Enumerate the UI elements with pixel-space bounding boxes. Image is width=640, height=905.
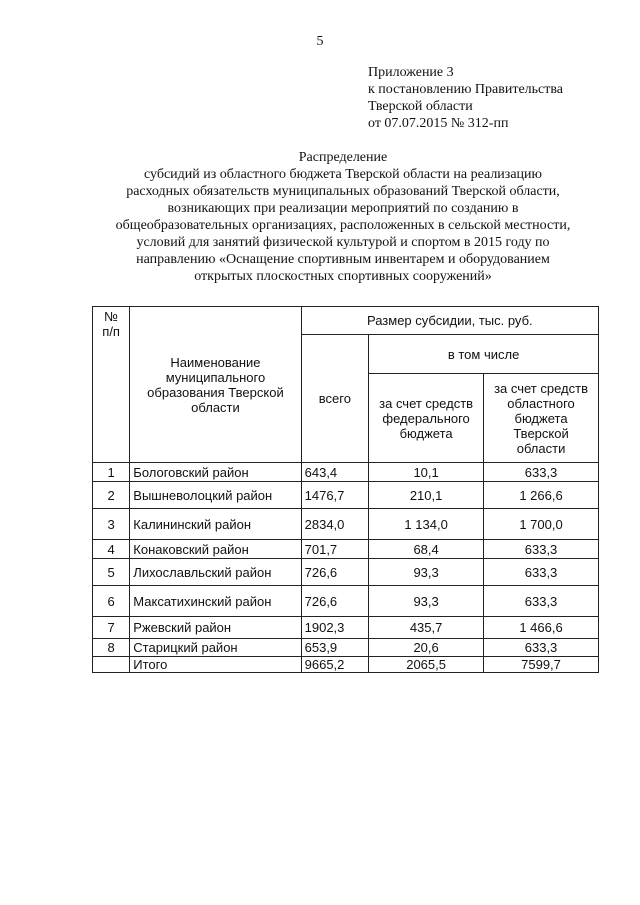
row-municipality: Вышневолоцкий район xyxy=(130,482,301,509)
header-name-line: Наименование xyxy=(170,354,261,370)
heading-line: расходных обязательств муниципальных образований Тверской области, xyxy=(126,184,560,199)
total-federal: 2065,5 xyxy=(369,657,484,673)
row-total: 643,4 xyxy=(301,463,369,482)
header-name-line: области xyxy=(191,399,240,415)
row-number: 1 xyxy=(93,463,130,482)
row-total: 1902,3 xyxy=(301,617,369,639)
row-regional: 633,3 xyxy=(484,463,599,482)
header-regional-line: Тверской xyxy=(513,425,569,441)
page-number: 5 xyxy=(316,34,324,49)
header-regional xyxy=(484,374,599,463)
row-number: 5 xyxy=(93,559,130,586)
table-row xyxy=(93,559,599,586)
row-federal: 10,1 xyxy=(369,463,484,482)
row-federal: 68,4 xyxy=(369,540,484,559)
table-row xyxy=(93,509,599,540)
header-regional-line: областного xyxy=(507,395,575,411)
table-row xyxy=(93,617,599,639)
row-total: 2834,0 xyxy=(301,509,369,540)
row-federal: 1 134,0 xyxy=(369,509,484,540)
row-municipality: Ржевский район xyxy=(130,617,301,639)
row-number: 7 xyxy=(93,617,130,639)
table-row xyxy=(93,639,599,657)
heading-line: возникающих при реализации мероприятий по созданию в xyxy=(167,201,519,216)
document-title: Распределение xyxy=(298,150,388,165)
header-name-line: образования Тверской xyxy=(147,384,284,400)
row-municipality: Старицкий район xyxy=(130,639,301,657)
row-federal: 210,1 xyxy=(369,482,484,509)
row-regional: 1 466,6 xyxy=(484,617,599,639)
row-number: 2 xyxy=(93,482,130,509)
table-row xyxy=(93,586,599,617)
total-label: Итого xyxy=(130,657,301,673)
header-including: в том числе xyxy=(369,335,599,374)
row-total: 726,6 xyxy=(301,586,369,617)
header-federal xyxy=(369,374,484,463)
total-row-number xyxy=(93,657,130,673)
heading-line: общеобразовательных организациях, расположенных в сельской местности, xyxy=(115,218,571,233)
subsidy-table xyxy=(92,306,599,673)
appendix-block xyxy=(368,64,563,132)
row-federal: 20,6 xyxy=(369,639,484,657)
appendix-line: от 07.07.2015 № 312-пп xyxy=(368,116,509,131)
row-regional: 633,3 xyxy=(484,639,599,657)
total-regional: 7599,7 xyxy=(484,657,599,673)
row-number: 8 xyxy=(93,639,130,657)
row-regional: 633,3 xyxy=(484,540,599,559)
table-row xyxy=(93,463,599,482)
row-regional: 1 700,0 xyxy=(484,509,599,540)
row-total: 1476,7 xyxy=(301,482,369,509)
appendix-line: Тверской области xyxy=(368,99,473,114)
row-regional: 633,3 xyxy=(484,559,599,586)
row-total: 653,9 xyxy=(301,639,369,657)
header-subsidy-size: Размер субсидии, тыс. руб. xyxy=(301,307,598,335)
row-regional: 633,3 xyxy=(484,586,599,617)
row-federal: 93,3 xyxy=(369,559,484,586)
row-total: 701,7 xyxy=(301,540,369,559)
row-municipality: Лихославльский район xyxy=(130,559,301,586)
document-heading xyxy=(60,149,626,285)
row-federal: 93,3 xyxy=(369,586,484,617)
row-number: 4 xyxy=(93,540,130,559)
header-federal-line: за счет средств xyxy=(379,395,474,411)
table-header-row xyxy=(93,307,599,335)
heading-line: условий для занятий физической культурой и спортом в 2015 году по xyxy=(136,235,550,250)
row-municipality: Максатихинский район xyxy=(130,586,301,617)
row-federal: 435,7 xyxy=(369,617,484,639)
row-number: 6 xyxy=(93,586,130,617)
table-row xyxy=(93,482,599,509)
heading-line: направлению «Оснащение спортивным инвентарем и оборудованием xyxy=(136,252,550,267)
heading-line: открытых плоскостных спортивных сооружений» xyxy=(194,269,492,284)
header-federal-line: бюджета xyxy=(399,425,453,441)
row-total: 726,6 xyxy=(301,559,369,586)
appendix-line: Приложение 3 xyxy=(368,65,454,80)
header-num xyxy=(93,307,130,463)
header-total: всего xyxy=(301,335,369,463)
table-row xyxy=(93,540,599,559)
row-municipality: Бологовский район xyxy=(130,463,301,482)
header-regional-line: области xyxy=(516,440,566,456)
header-num-line: п/п xyxy=(102,324,120,339)
total-sum: 9665,2 xyxy=(301,657,369,673)
row-number: 3 xyxy=(93,509,130,540)
header-name-line: муниципального xyxy=(165,369,266,385)
row-municipality: Конаковский район xyxy=(130,540,301,559)
total-row xyxy=(93,657,599,673)
heading-line: субсидий из областного бюджета Тверской области на реализацию xyxy=(144,167,542,182)
header-regional-line: за счет средств xyxy=(494,380,588,396)
appendix-line: к постановлению Правительства xyxy=(368,82,564,97)
row-municipality: Калининский район xyxy=(130,509,301,540)
header-num-line: № xyxy=(104,309,119,324)
header-name xyxy=(130,307,301,463)
header-federal-line: федерального xyxy=(382,410,470,426)
header-regional-line: бюджета xyxy=(514,410,568,426)
row-regional: 1 266,6 xyxy=(484,482,599,509)
